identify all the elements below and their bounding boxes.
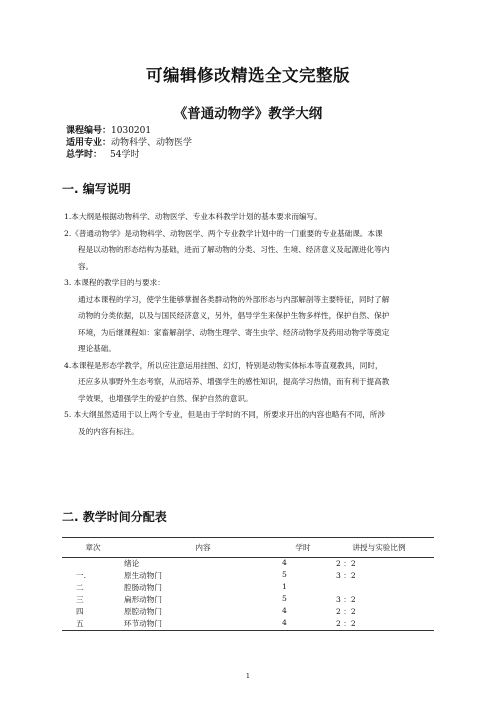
document-title: 《普通动物学》教学大纲 bbox=[173, 106, 323, 122]
cell-content: 原腔动物门 bbox=[124, 607, 162, 616]
paragraph-3 bbox=[64, 275, 436, 358]
paragraph-line: 理论基础。 bbox=[78, 344, 116, 353]
course-code-line bbox=[66, 125, 151, 137]
paragraph-line: 动物的分类依据，以及与国民经济意义，另外，倡导学生来保护生物多样性，保护自然、保护 bbox=[78, 311, 390, 320]
major-line bbox=[66, 137, 192, 149]
table-header-row bbox=[62, 538, 434, 558]
cell-content: 环节动物门 bbox=[124, 618, 282, 631]
paragraph-line: 1.本大纲是根据动物科学、动物医学、专业本科教学计划的基本要求而编写。 bbox=[64, 212, 322, 221]
cell-hours: 1 bbox=[282, 582, 287, 591]
cell-ratio: 3 ：2 bbox=[336, 571, 356, 580]
cell-chapter: 一. bbox=[76, 571, 87, 580]
cell-hours: 4 bbox=[282, 606, 287, 615]
cell-ratio: 2 ：2 bbox=[336, 607, 356, 616]
table-row bbox=[62, 594, 434, 606]
paragraph-2 bbox=[64, 226, 436, 276]
cell-chapter: 二 bbox=[76, 583, 84, 592]
table-row bbox=[62, 606, 434, 618]
table-row bbox=[62, 558, 434, 571]
column-header-chapter: 章次 bbox=[62, 538, 124, 558]
column-header-hours: 学时 bbox=[282, 538, 324, 558]
course-code-label: 课程编号： bbox=[66, 126, 112, 136]
cell-content: 腔肠动物门 bbox=[124, 583, 162, 592]
cell-chapter bbox=[62, 558, 124, 571]
major-label: 适用专业： bbox=[66, 138, 112, 148]
table-row bbox=[62, 618, 434, 631]
paragraph-line: 通过本课程的学习，使学生能够掌握各类群动物的外部形态与内部解剖等主要特征，同时了解 bbox=[78, 294, 390, 304]
cell-ratio: 3 ：2 bbox=[336, 595, 356, 604]
cell-content: 绪论 bbox=[124, 559, 140, 568]
cell-ratio bbox=[324, 582, 434, 594]
section-1-body bbox=[64, 209, 436, 440]
course-code-value: 1030201 bbox=[111, 126, 152, 136]
cell-ratio: 2 ：2 bbox=[324, 618, 434, 631]
cell-content: 原生动物门 bbox=[124, 571, 162, 580]
cell-hours: 5 bbox=[282, 594, 287, 603]
table-row bbox=[62, 582, 434, 594]
paragraph-line: 学效果，也增强学生的爱护自然、保护自然的意识。 bbox=[78, 393, 253, 403]
paragraph-1 bbox=[64, 209, 436, 226]
table-row bbox=[62, 570, 434, 582]
cell-content: 扁形动物门 bbox=[124, 595, 162, 604]
paragraph-4 bbox=[64, 358, 436, 408]
section-heading-1: 一. 编写说明 bbox=[62, 182, 131, 196]
column-header-ratio: 讲授与实验比例 bbox=[324, 538, 434, 558]
paragraph-line: 及的内容有标注。 bbox=[78, 426, 139, 436]
paragraph-line: 环境，为后继课程如：家畜解剖学、动物生理学、寄生虫学、经济动物学及药用动物学等奠定 bbox=[78, 327, 390, 337]
paragraph-line: 5. 本大纲虽然适用于以上两个专业，但是由于学时的不同，所要求开出的内容也略有不同，所涉 bbox=[64, 410, 385, 419]
page-number: 1 bbox=[245, 672, 251, 680]
paragraph-line: 还应多从事野外生态考察，从而培养、增强学生的感性知识，提高学习热情，而有利于提高教 bbox=[78, 377, 390, 386]
paragraph-line: 4.本课程是形态学教学，所以应注意运用挂图、幻灯，特别是动物实体标本等直观教具，同时， bbox=[64, 360, 383, 370]
hours-line bbox=[66, 149, 139, 161]
section-heading-2: 二. 教学时间分配表 bbox=[62, 510, 167, 524]
cell-chapter: 五 bbox=[62, 618, 124, 631]
cell-chapter: 三 bbox=[76, 595, 84, 604]
paragraph-line: 2.《普通动物学》是动物科学、动物医学、两个专业教学计划中的一门重要的专业基础课。本课 bbox=[64, 228, 383, 238]
paragraph-line: 3. 本课程的教学目的与要求： bbox=[64, 278, 165, 287]
major-value: 动物科学、动物医学 bbox=[111, 138, 193, 148]
paragraph-5 bbox=[64, 407, 436, 440]
banner-title: 可编辑修改精选全文完整版 bbox=[146, 66, 350, 85]
hours-label: 总学时： bbox=[66, 150, 103, 160]
cell-hours: 5 bbox=[282, 570, 287, 579]
paragraph-line: 容。 bbox=[78, 261, 94, 271]
time-allocation-table bbox=[62, 537, 434, 631]
cell-ratio: 2 ：2 bbox=[336, 559, 356, 568]
column-header-content: 内容 bbox=[124, 538, 282, 558]
cell-hours: 4 bbox=[282, 558, 287, 567]
cell-hours: 4 bbox=[282, 618, 324, 631]
cell-chapter: 四 bbox=[76, 607, 84, 616]
paragraph-line: 程是以动物的形态结构为基础，进而了解动物的分类、习性、生境、经济意义及起源进化等内 bbox=[78, 245, 390, 254]
hours-value: 54学时 bbox=[110, 150, 140, 160]
